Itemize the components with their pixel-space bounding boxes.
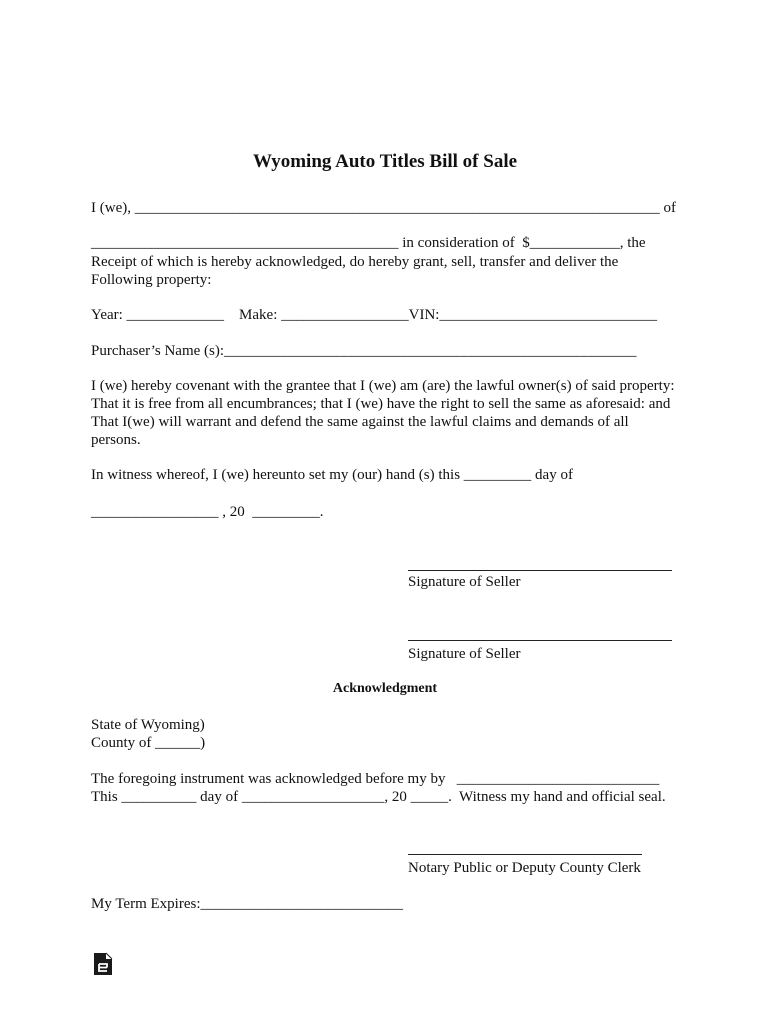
notary-signature-line bbox=[408, 854, 642, 855]
date-line: _________________ , 20 _________. bbox=[91, 504, 324, 520]
acknowledged-before-line: The foregoing instrument was acknowledged before my by ___________________________ bbox=[91, 771, 660, 787]
receipt-line: Receipt of which is hereby acknowledged, do hereby grant, sell, transfer and deliver the bbox=[91, 254, 619, 270]
eforms-logo-icon bbox=[93, 952, 113, 976]
term-expires-line: My Term Expires:___________________________ bbox=[91, 896, 403, 912]
vehicle-details-line: Year: _____________ Make: _________________VIN:_____________________________ bbox=[91, 307, 657, 323]
covenant-line-1: I (we) hereby covenant with the grantee that I (we) am (are) the lawful owner(s) of said property: bbox=[91, 378, 675, 394]
seller-signature-line-2 bbox=[408, 640, 672, 641]
covenant-line-4: persons. bbox=[91, 432, 141, 448]
county-line: County of ______) bbox=[91, 735, 206, 751]
property-line: Following property: bbox=[91, 272, 212, 288]
covenant-line-2: That it is free from all encumbrances; that I (we) have the right to sell the same as aforesaid: and bbox=[91, 396, 671, 412]
purchaser-name-line: Purchaser’s Name (s):_______________________________________________________ bbox=[91, 343, 637, 359]
seller-signature-label-1: Signature of Seller bbox=[408, 574, 521, 590]
document-title: Wyoming Auto Titles Bill of Sale bbox=[252, 151, 518, 172]
acknowledgment-heading: Acknowledgment bbox=[332, 681, 438, 696]
witness-line: In witness whereof, I (we) hereunto set my (our) hand (s) this _________ day of bbox=[91, 467, 573, 483]
witness-seal-line: This __________ day of ___________________, 20 _____. Witness my hand and official seal. bbox=[91, 789, 666, 805]
seller-name-line: I (we), ______________________________________________________________________ of bbox=[91, 200, 676, 216]
state-line: State of Wyoming) bbox=[91, 717, 205, 733]
covenant-line-3: That I(we) will warrant and defend the same against the lawful claims and demands of all bbox=[91, 414, 629, 430]
notary-label: Notary Public or Deputy County Clerk bbox=[408, 860, 641, 876]
seller-signature-line-1 bbox=[408, 570, 672, 571]
consideration-line: _________________________________________ in consideration of $____________, the bbox=[91, 235, 646, 251]
seller-signature-label-2: Signature of Seller bbox=[408, 646, 521, 662]
